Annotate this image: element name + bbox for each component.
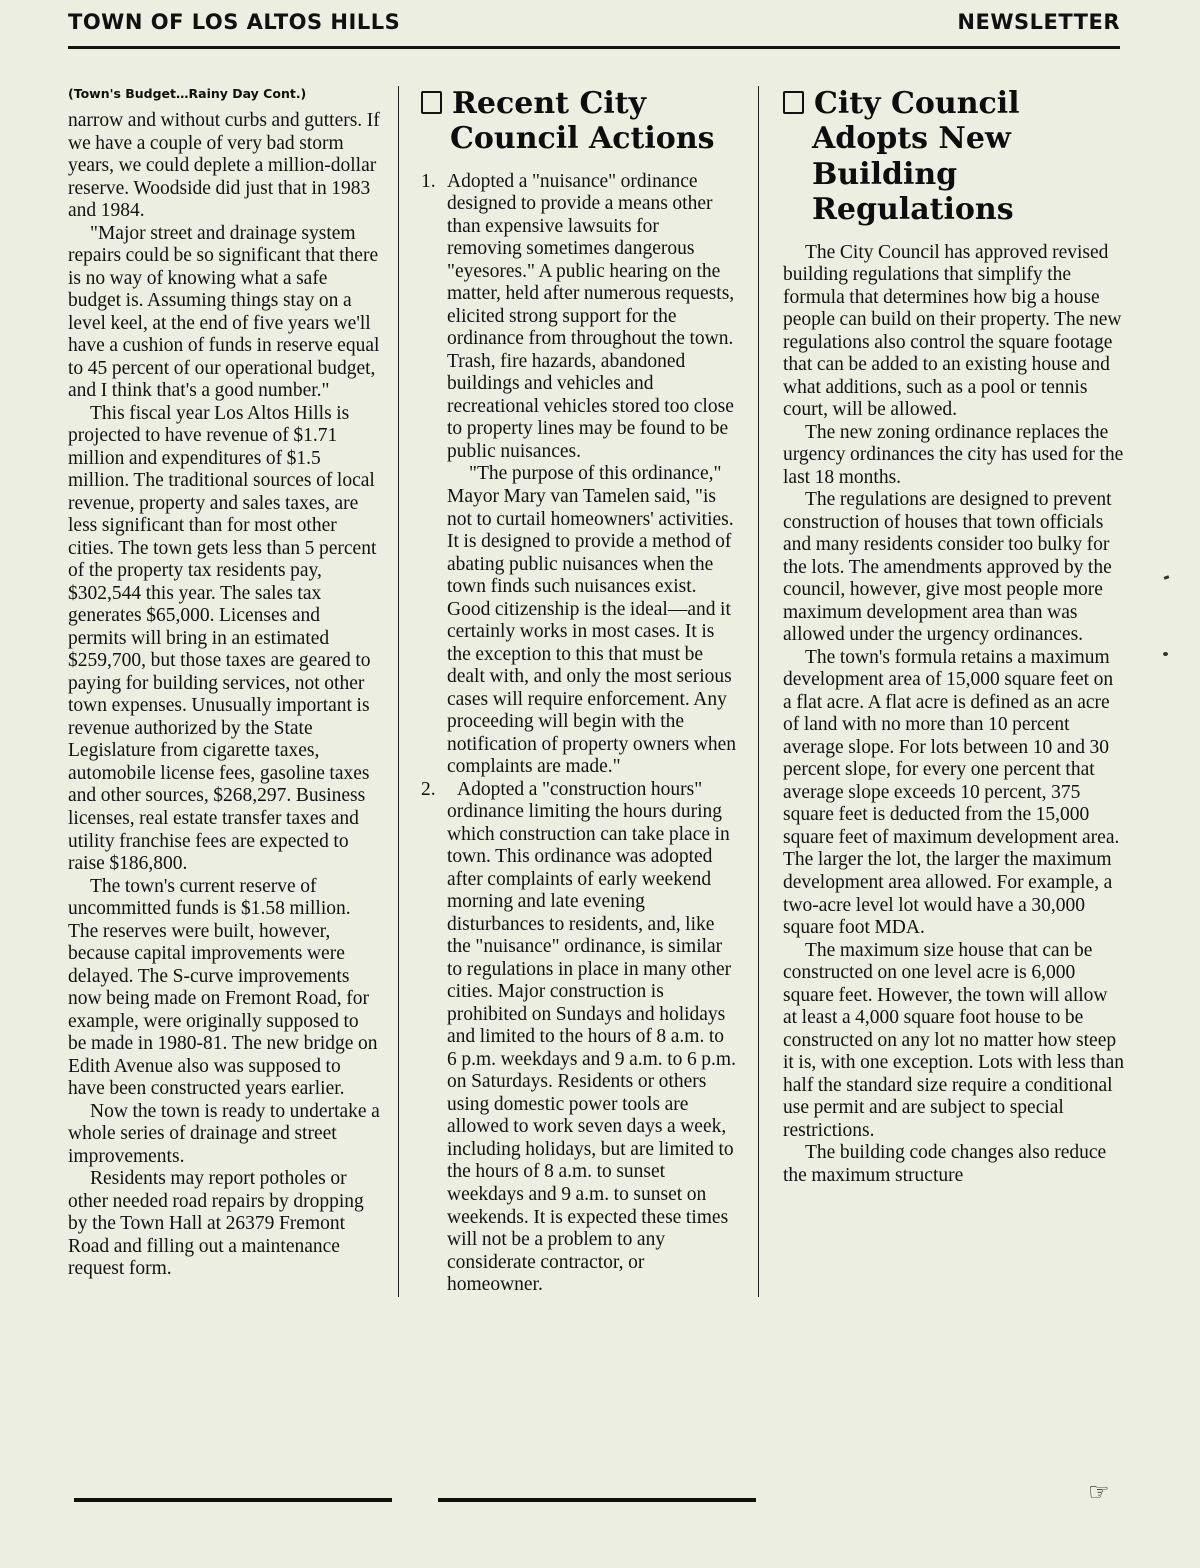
list-item — [421, 171, 738, 779]
pointing-hand-icon: ☞ — [1088, 1478, 1110, 1506]
paragraph: The town's current reserve of uncommitted funds is $1.58 million. The reserves were built, however, because capital improvements were delayed. The S-curve improvements now being made on Fremont Road, for example, were originally supposed to be made in 1980-81. The new bridge on Edith Avenue also was supposed to have been constructed years earlier. — [68, 875, 378, 1100]
paragraph: The new zoning ordinance replaces the urgency ordinances the city has used for the last 18 months. — [783, 421, 1124, 488]
masthead-newsletter-label: NEWSLETTER — [957, 10, 1120, 34]
column-one — [68, 86, 398, 1297]
checkbox-icon — [783, 91, 804, 114]
article-columns — [68, 86, 1124, 1297]
headline-line: Recent City — [452, 86, 647, 121]
page-speck — [1164, 575, 1170, 580]
masthead-divider — [68, 46, 1120, 49]
column-two-bottom-rule — [438, 1498, 756, 1502]
headline-line: Adopts New — [812, 121, 1011, 157]
paragraph: Adopted a "nuisance" ordinance designed to provide a means other than expensive lawsuits for removing sometimes dangerous "eyesores." A public hearing on the matter, held after numerous requests, elicited strong support for the ordinance from throughout the town. Trash, fire hazards, abandoned buildings and vehicles and recreational vehicles stored too close to property lines may be found to be public nuisances. — [447, 170, 735, 462]
continued-from-label: (Town's Budget…Rainy Day Cont.) — [68, 86, 307, 101]
paragraph: Now the town is ready to undertake a whole series of drainage and street improvements. — [68, 1100, 380, 1167]
paragraph: The regulations are designed to prevent construction of houses that town officials and many residents consider too bulky for the lots. The amendments approved by the council, however, give most people more maximum development area than was allowed under the urgency ordinances. — [783, 489, 1112, 646]
checkbox-icon — [421, 91, 442, 114]
list-item — [421, 779, 738, 1297]
paragraph: Residents may report potholes or other needed road repairs by dropping by the Town Hall at 26379 Fremont Road and filling out a maintenance request form. — [68, 1168, 364, 1280]
paragraph: This fiscal year Los Altos Hills is projected to have revenue of $1.71 million and expenditures of $1.5 million. The traditional sources of local revenue, property and sales taxes, are less significant than for most other cities. The town gets less than 5 percent of the property tax residents pay, $302,544 this year. The sales tax generates $65,000. Licenses and permits will bring in an estimated $259,700, but those taxes are geared to paying for building services, not other town expenses. Unusually important is revenue authorized by the State Legislature from cigarette taxes, automobile license fees, gasoline taxes and other sources, $268,297. Business licenses, real estate transfer taxes and utility franchise fees are expected to raise $186,800. — [68, 402, 377, 875]
paragraph: "The purpose of this ordinance," Mayor Mary van Tamelen said, "is not to curtail homeowners' activities. It is designed to provide a method of abating public nuisances when the town finds such nuisances exist. Good citizenship is the ideal—and it certainly works in most cases. It is the exception to this that must be dealt with, and only the most serious cases will require enforcement. Any proceeding will begin with the notification of property owners when complaints are made." — [447, 463, 737, 778]
masthead — [68, 10, 1120, 34]
headline-line: Council Actions — [450, 121, 715, 157]
page-speck — [1163, 652, 1168, 656]
headline-line: City Council — [814, 86, 1020, 121]
masthead-town-name: TOWN OF LOS ALTOS HILLS — [68, 10, 401, 34]
paragraph: Adopted a "construction hours" ordinance limiting the hours during which construction can take place in town. This ordinance was adopted after complaints of early weekend morning and late evening disturbances to residents, and, like the "nuisance" ordinance, is similar to regulations in place in many other cities. Major construction is prohibited on Sundays and holidays and limited to the hours of 8 a.m. to 6 p.m. weekdays and 9 a.m. to 6 p.m. on Saturdays. Residents or others using domestic power tools are allowed to work seven days a week, including holidays, but are limited to the hours of 8 a.m. to sunset weekdays and 9 a.m. to sunset on weekends. It is expected these times will not be a problem to any considerate contractor, or homeowner. — [447, 778, 736, 1296]
headline-line: Building — [812, 156, 958, 192]
list-item-number: 1. — [421, 170, 436, 192]
list-item-number: 2. — [421, 778, 436, 800]
paragraph: The building code changes also reduce the maximum structure — [783, 1142, 1107, 1186]
column-one-bottom-rule — [74, 1498, 392, 1502]
paragraph: narrow and without curbs and gutters. If we have a couple of very bad storm years, we could deplete a million-dollar reserve. Woodside did just that in 1983 and 1984. — [68, 110, 380, 222]
paragraph: The maximum size house that can be constructed on one level acre is 6,000 square feet. However, the town will allow at least a 4,000 square foot house to be constructed on any lot no matter how steep it is, with one exception. Lots with less than half the standard size require a conditional use permit and are subject to special restrictions. — [783, 939, 1124, 1141]
paragraph: The town's formula retains a maximum development area of 15,000 square feet on a flat acre. A flat acre is defined as an acre of land with no more than 10 percent average slope. For lots between 10 and 30 percent slope, for every one percent that average slope exceeds 10 percent, 375 square feet is deducted from the 15,000 square feet of maximum development area. The larger the lot, the larger the maximum development area allowed. For example, a two-acre level lot would have a 30,000 square foot MDA. — [783, 646, 1120, 939]
headline-line: Regulations — [812, 192, 1014, 228]
paragraph: "Major street and drainage system repairs could be so significant that there is no way of knowing what a safe budget is. Assuming things stay on a level keel, at the end of five years we'll have a cushion of funds in reserve equal to 45 percent of our operational budget, and I think that's a good number." — [68, 222, 380, 402]
paragraph: The City Council has approved revised building regulations that simplify the formula that determines how big a house people can build on their property. The new regulations also control the square footage that can be added to an existing house and what additions, such as a pool or tennis court, will be allowed. — [783, 241, 1122, 421]
column-two — [398, 86, 758, 1297]
column-three — [758, 86, 1124, 1297]
council-actions-list — [421, 171, 738, 1297]
headline-recent-city-council-actions — [421, 86, 738, 157]
headline-city-council-adopts-new-building-regulations — [783, 86, 1124, 228]
